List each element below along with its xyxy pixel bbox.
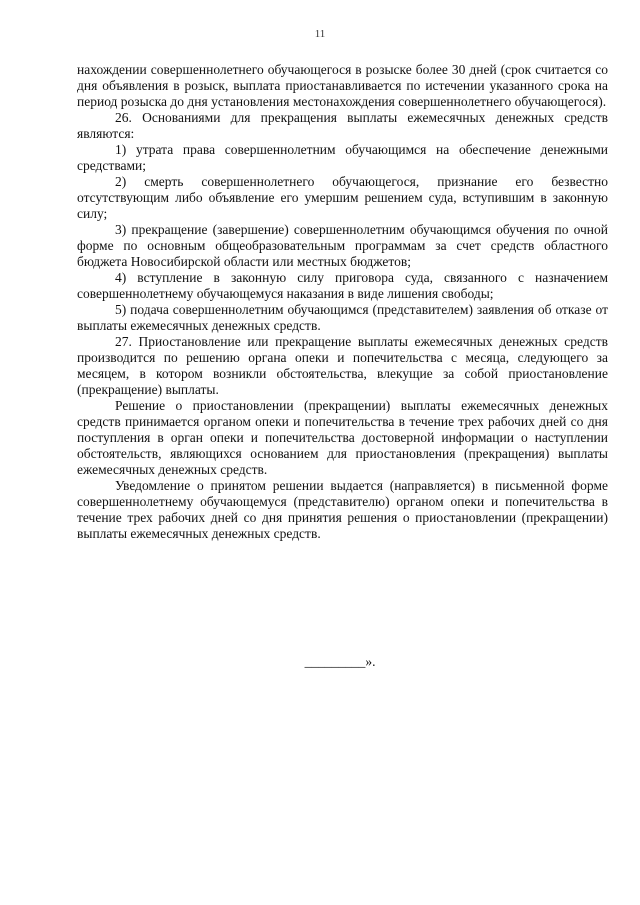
document-body: [77, 62, 608, 542]
paragraph-decision: Решение о приостановлении (прекращении) выплаты ежемесячных денежных средств принимается органом опеки и попечительства в течение трех рабочих дней со дня поступления в орган опеки и попечительства достоверной информации о наступлении обстоятельств, являющихся основанием для приостановления (прекращения) выплаты ежемесячных денежных средств.: [77, 398, 608, 477]
paragraph-notification: Уведомление о принятом решении выдается (направляется) в письменной форме совершеннолетнему обучающемуся (представителю) органом опеки и попечительства в течение трех рабочих дней со дня принятия решения о приостановлении (прекращении) выплаты ежемесячных денежных средств.: [77, 478, 608, 541]
paragraph-clause-27: 27. Приостановление или прекращение выплаты ежемесячных денежных средств производится по решению органа опеки и попечительства с месяца, следующего за месяцем, в котором возникли обстоятельства, влекущие за собой приостановление (прекращение) выплаты.: [77, 334, 608, 397]
closing-mark: _________».: [304, 654, 376, 669]
page-number: 11: [314, 28, 326, 40]
list-item-1: 1) утрата права совершеннолетним обучающимся на обеспечение денежными средствами;: [77, 142, 608, 173]
list-item-4: 4) вступление в законную силу приговора суда, связанного с назначением совершеннолетнему обучающемуся наказания в виде лишения свободы;: [77, 270, 608, 301]
paragraph-clause-26: 26. Основаниями для прекращения выплаты ежемесячных денежных средств являются:: [77, 110, 608, 141]
list-item-5: 5) подача совершеннолетним обучающимся (представителем) заявления об отказе от выплаты ежемесячных денежных средств.: [77, 302, 608, 333]
paragraph-continuation: нахождении совершеннолетнего обучающегося в розыске более 30 дней (срок считается со дня объявления в розыск, выплата приостанавливается по истечении указанного срока на период розыска до дня установления местонахождения совершеннолетнего обучающегося).: [77, 62, 608, 109]
list-item-3: 3) прекращение (завершение) совершеннолетним обучающимся обучения по очной форме по основным общеобразовательным программам за счет средств областного бюджета Новосибирской области или местных бюджетов;: [77, 222, 608, 269]
list-item-2: 2) смерть совершеннолетнего обучающегося, признание его безвестно отсутствующим либо объявление его умершим решением суда, вступившим в законную силу;: [77, 174, 608, 221]
